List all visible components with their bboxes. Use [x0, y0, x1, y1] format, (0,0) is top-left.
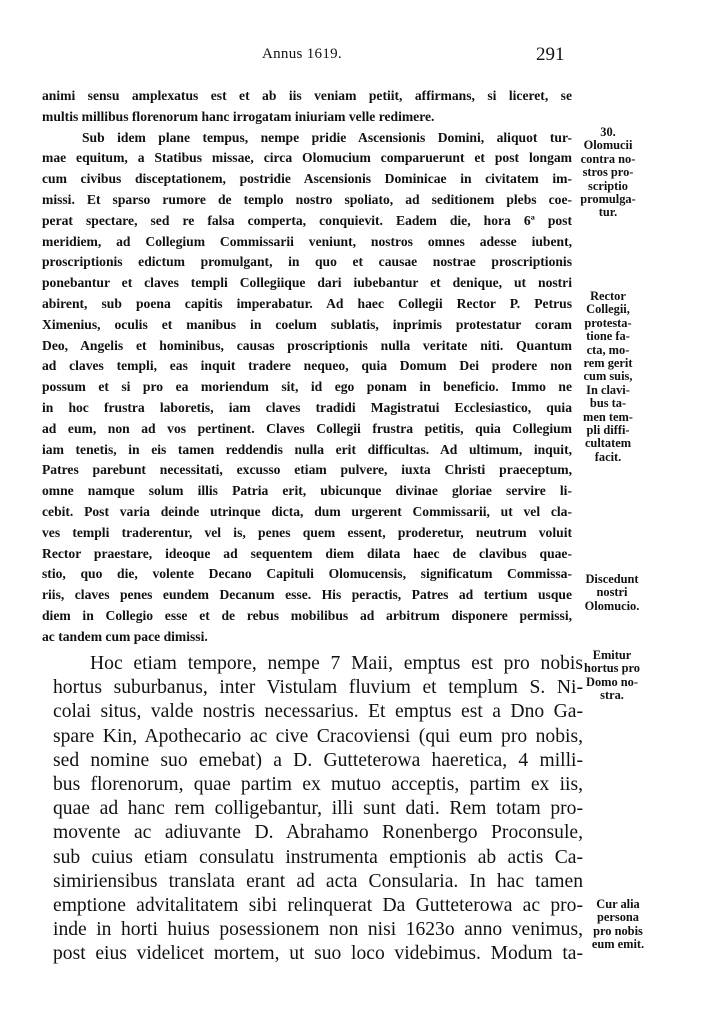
text-line: abirent, sub poena capitis imperabatur. Ad haec Collegii Rector P. Petrus: [42, 295, 572, 311]
text-line: multis millibus florenorum hanc irrogatam iniuriam velle redimere.: [42, 108, 435, 124]
running-title: Annus 1619.: [262, 46, 342, 62]
text-line: sub cuius etiam consulatu instrumenta emptionis ab actis Ca-: [53, 846, 583, 868]
margin-note-line: cum suis,: [583, 369, 633, 384]
text-line: possum et si pro ea moriendum sit, id ego ponam in beneficio. Immo ne: [42, 379, 572, 395]
margin-note-line: stros pro-: [582, 165, 634, 180]
text-line: meridiem, ad Collegium Commissarii veniunt, nostros omnes adesse iubent,: [42, 233, 572, 249]
margin-note-line: men tem-: [583, 409, 633, 424]
large-print-paragraph: [53, 652, 583, 966]
text-line: sed nomine suo emebat) a D. Gutteterowa haeretica, 4 milli-: [53, 749, 583, 771]
margin-note-line: Collegii,: [586, 302, 630, 317]
margin-note-garden: [572, 649, 652, 703]
margin-note-line: tur.: [598, 205, 618, 220]
running-head: [0, 44, 720, 68]
text-line: ad eum, non ad vos pertinent. Claves Collegii frustra petitis, quia Collegium: [42, 420, 572, 436]
margin-note-line: In clavi-: [586, 382, 630, 397]
text-line: Hoc etiam tempore, nempe 7 Maii, emptus est pro nobis: [90, 653, 583, 674]
text-line: mae equitum, a Statibus missae, circa Olomucium comparuerunt et post longam: [42, 150, 572, 166]
margin-note-line: persona: [597, 910, 639, 925]
page-number: 291: [536, 44, 565, 65]
text-line: in hoc frustra laboretis, iam claves tradidi Magistratui Ecclesiastico, quia: [42, 399, 572, 415]
text-line: emptione advitalitatem sibi relinquerat Da Gutteterowa ac pro-: [53, 894, 583, 916]
small-print-paragraphs: [42, 86, 572, 648]
text-line: ac tandem cum pace dimissi.: [42, 628, 208, 644]
margin-note-line: Emitur: [592, 648, 632, 662]
text-line: stio, quo die, volente Decano Capituli Olomucensis, significatum Commissa-: [42, 566, 572, 582]
text-line: cum civibus disceptationem, postridie Ascensionis Dominicae in civitatem im-: [42, 171, 572, 187]
margin-note-line: contra no-: [580, 151, 636, 166]
margin-note-rector: [568, 290, 648, 464]
text-line: missi. Et sparso rumore de templo nostro spoliato, ad seditionem plebs coe-: [42, 191, 572, 207]
margin-note-line: 30.: [600, 125, 616, 139]
text-line: spare Kin, Apothecario ac cive Cracoviensi (qui eum pro nobis,: [53, 725, 583, 747]
text-line: post eius videlicet mortem, ut suo loco videbimus. Modum ta-: [53, 943, 583, 965]
text-line: Deo, Angelis et hominibus, causas proscriptionis nulla veritate niti. Quantum: [42, 337, 572, 353]
margin-note-line: Olomucio.: [584, 598, 640, 613]
text-line: perat spectare, sed re falsa comperta, conquievit. Eadem die, hora 6ª post: [42, 212, 572, 228]
margin-note-departure: [572, 573, 652, 613]
text-line: ad claves templi, eas inquit tradere nequeo, quia Domum Dei prodere non: [42, 358, 572, 374]
margin-note-line: cultatem: [584, 436, 632, 451]
text-line: Sub idem plane tempus, nempe pridie Ascensionis Domini, aliquot tur-: [82, 129, 572, 145]
text-line: inde in horti huius posessionem non nisi 1623o anno venimus,: [53, 919, 583, 941]
margin-note-line: rem gerit: [583, 356, 633, 371]
margin-note-line: bus ta-: [589, 396, 627, 411]
text-line: ves templi traderentur, vel is, penes quem essent, proderetur, neutrum voluit: [42, 524, 572, 540]
margin-note-line: hortus pro: [584, 661, 640, 676]
margin-note-line: scriptio: [588, 178, 628, 193]
margin-note-line: pli diffi-: [586, 423, 630, 438]
margin-note-proscription: [568, 126, 648, 220]
margin-note-other-person: [578, 898, 658, 952]
margin-note-line: nostri: [596, 585, 628, 600]
margin-note-line: stra.: [600, 688, 624, 703]
margin-note-line: pro nobis: [593, 923, 643, 938]
text-line: bus florenorum, quae partim ex mutuo acceptis, partim ex iis,: [53, 773, 583, 795]
text-line: proscriptionis edictum promulgant, in quo et causae nostrae proscriptionis: [42, 254, 572, 270]
margin-note-line: eum emit.: [591, 937, 645, 952]
text-line: riis, claves penes eundem Decanum esse. His peractis, Patres ad tertium usque: [42, 587, 572, 603]
margin-note-line: Cur alia: [596, 897, 640, 911]
text-line: Patres parebunt necessitati, excusso etiam pulvere, iuxta Christi praeceptum,: [42, 462, 572, 478]
text-line: Ximenius, oculis et manibus in coelum sublatis, inprimis protestatur coram: [42, 316, 572, 332]
margin-note-line: Rector: [590, 289, 626, 303]
margin-note-line: facit.: [594, 449, 622, 464]
text-line: simiriensibus translata erant ad acta Consularia. In hac tamen: [53, 870, 583, 892]
margin-note-line: Olomucii: [583, 138, 633, 153]
text-line: omne namque solum illis Patria erit, ubicunque divinae gloriae servire li-: [42, 483, 572, 499]
text-line: movente ac adiuvante D. Abrahamo Ronenbergo Proconsule,: [53, 822, 583, 844]
margin-note-line: protesta-: [584, 315, 632, 330]
text-line: cebit. Post varia deinde utrinque dicta, dum urgerent Commissarii, ut vel cla-: [42, 503, 572, 519]
text-line: Rector praestare, ideoque ad sequentem diem dilata haec de clavibus quae-: [42, 545, 572, 561]
margin-note-line: Discedunt: [585, 572, 639, 586]
margin-note-line: promulga-: [580, 192, 636, 207]
text-line: diem in Collegio esse et de rebus mobilibus ad arbitrum disponere permissi,: [42, 607, 572, 623]
margin-note-line: tione fa-: [586, 329, 630, 344]
text-line: colai situs, valde nostris necessarius. Et emptus est a Dno Ga-: [53, 701, 583, 723]
text-line: animi sensu amplexatus est et ab iis veniam petiit, affirmans, si liceret, se: [42, 88, 572, 103]
text-line: iam tenetis, in eis tamen reddendis nulla erit difficultas. Ad ultimum, inquit,: [42, 441, 572, 457]
text-line: hortus suburbanus, inter Vistulam fluvium et templum S. Ni-: [53, 677, 583, 699]
margin-note-line: cta, mo-: [586, 342, 630, 357]
margin-note-line: Domo no-: [586, 674, 638, 689]
text-line: ponebantur et claves templi Collegiique dari iubebantur et denique, ut nostri: [42, 275, 572, 291]
text-line: quae ad hanc rem colligebantur, illi sunt dati. Rem totam pro-: [53, 798, 583, 820]
